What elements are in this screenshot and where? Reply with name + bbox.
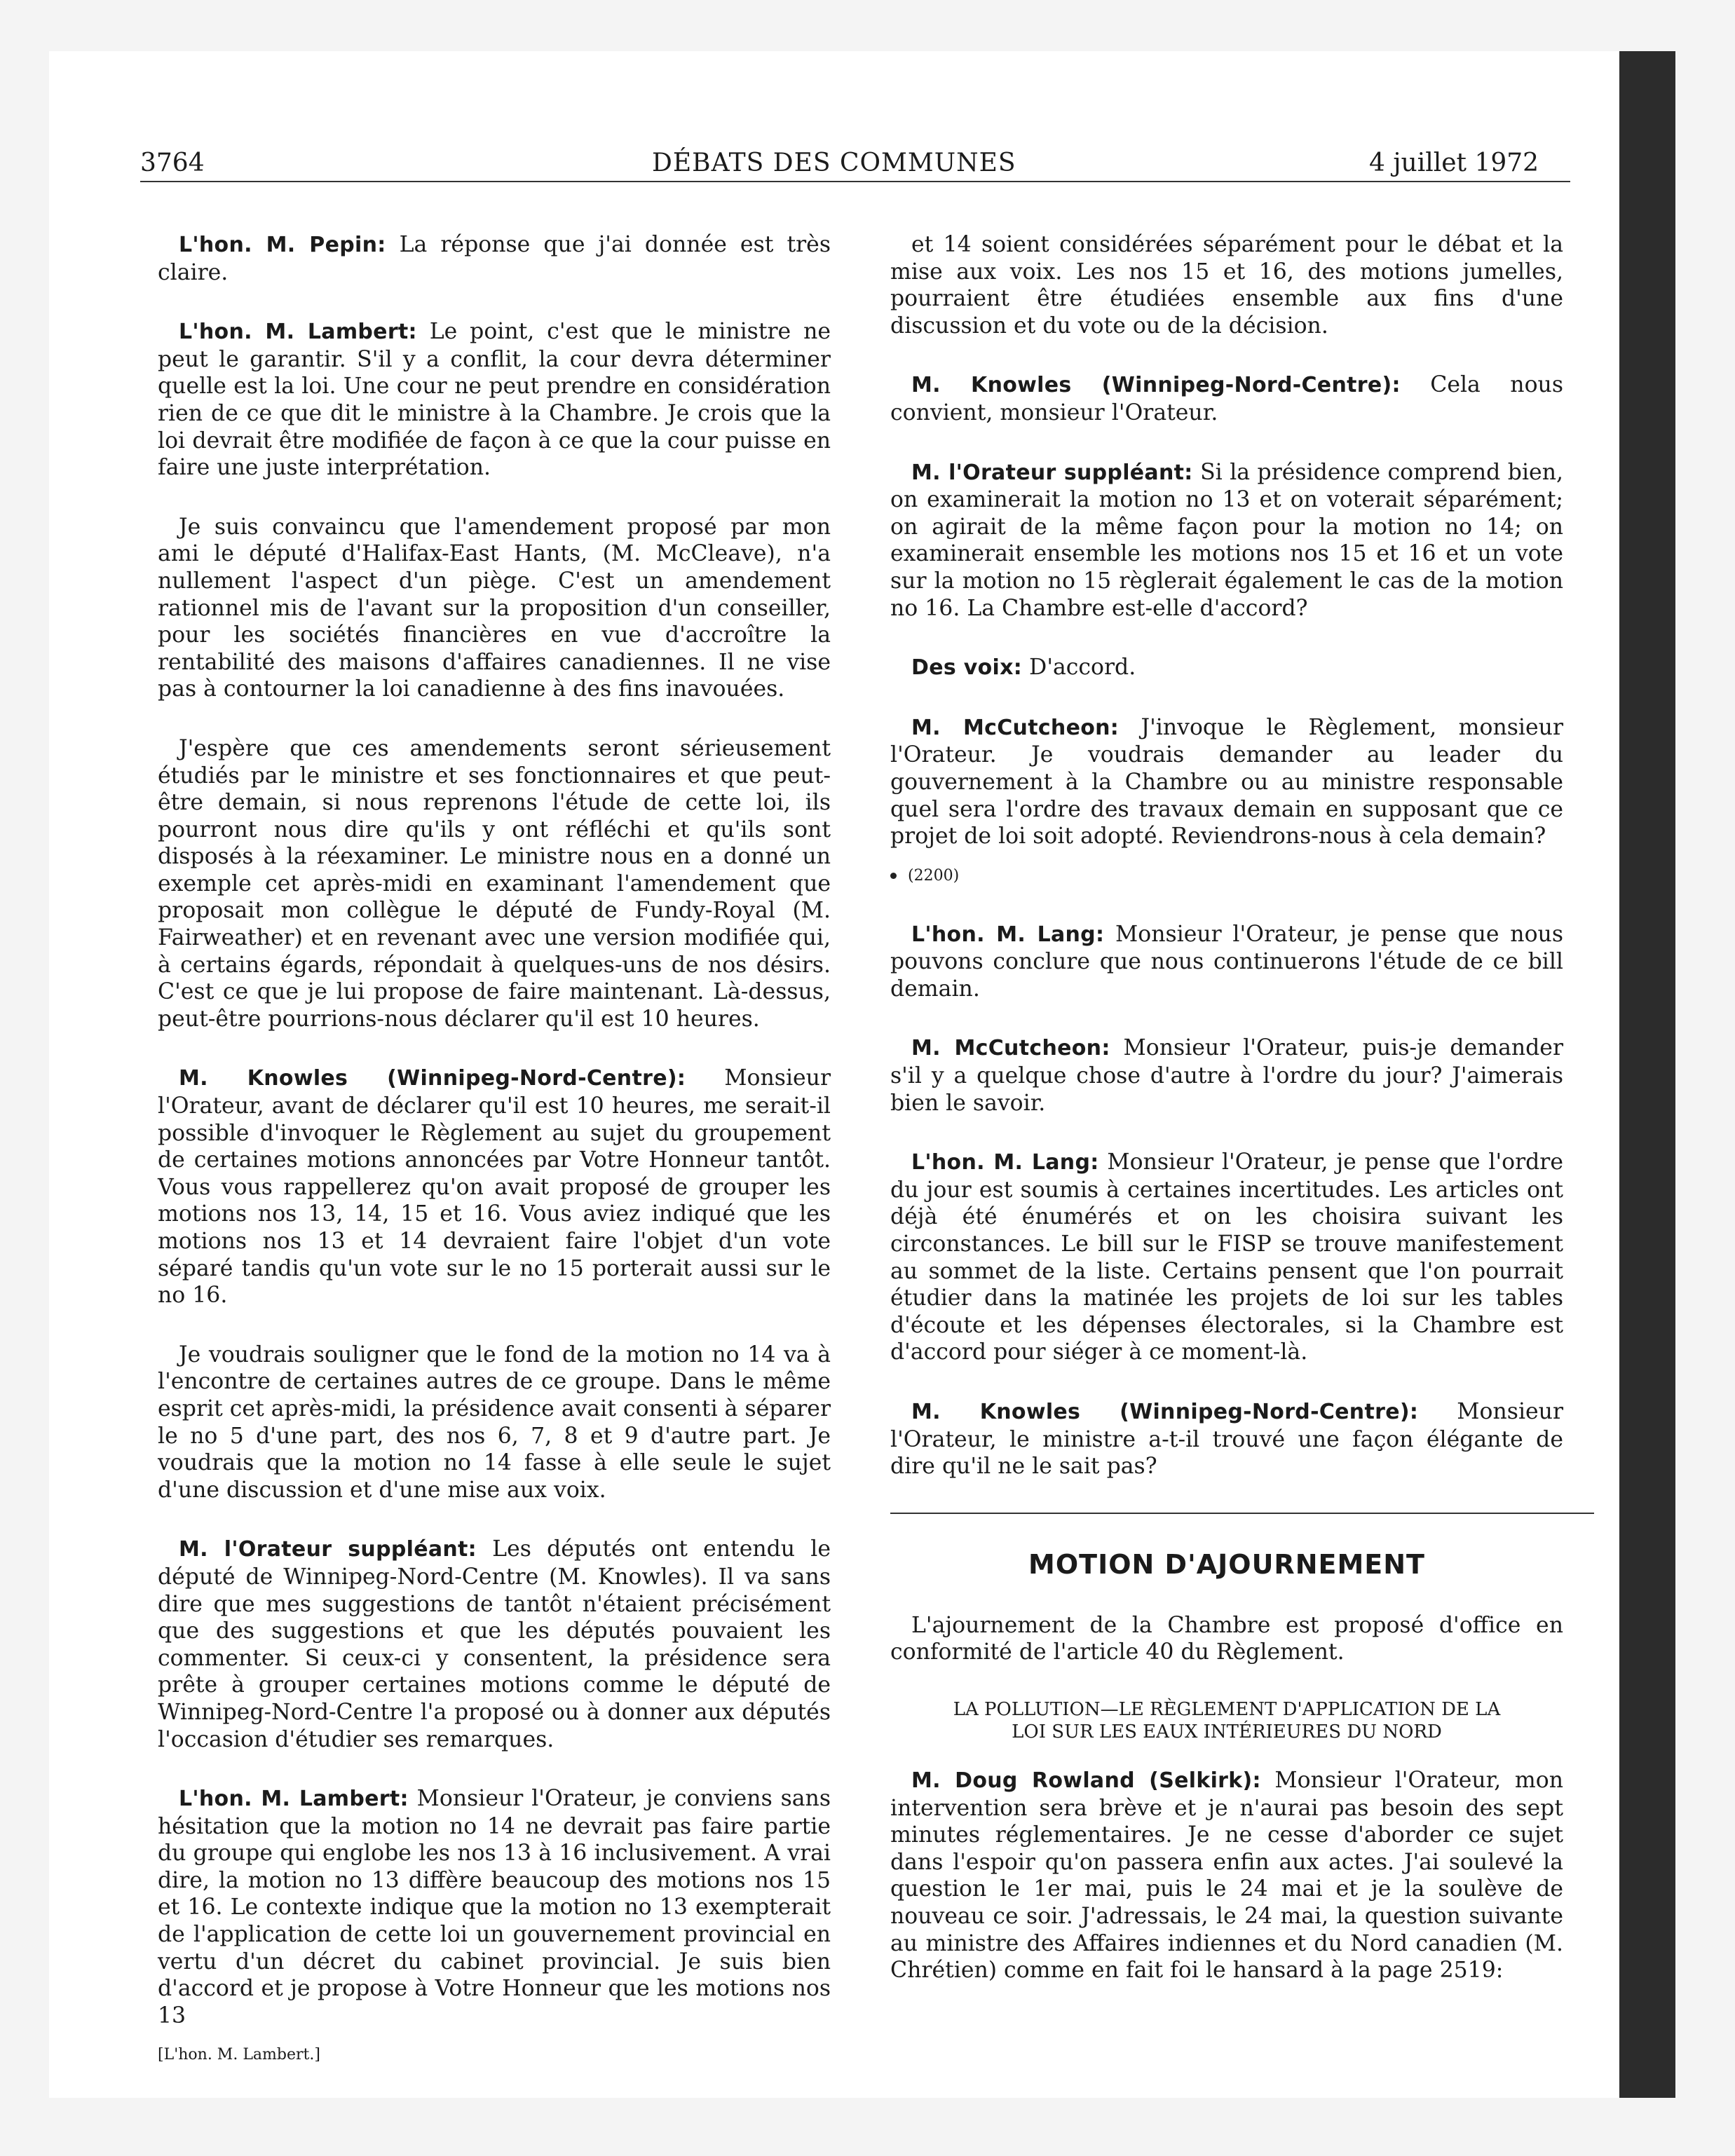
- paragraph-text: J'espère que ces amendements seront sérieusement étudiés par le ministre et ses fonctionnaires et que peut-être demain, si nous reprenons l'étude de cette loi, ils pourront nous dire qu'ils y ont réfléchi et qu'ils sont disposés à la réexaminer. Le ministre nous en a donné un exemple cet après-midi en examinant l'amendement que proposait mon collègue le député de Fundy-Royal (M. Fairweather) et en revenant avec une version modifiée qui, à certains égards, répondait à quelques-uns de nos désirs. C'est ce que je lui propose de faire maintenant. Là-dessus, peut-être pourrions-nous déclarer qu'il est 10 heures.: [158, 735, 831, 1032]
- speaker-name: M. Doug Rowland (Selkirk):: [911, 1768, 1261, 1793]
- paragraph: [890, 1035, 1563, 1117]
- bullet-icon: [890, 873, 897, 879]
- right-paragraphs-b: [890, 921, 1563, 1480]
- paragraph: [158, 1065, 831, 1309]
- paragraph: [890, 231, 1563, 339]
- paragraph-text: Monsieur l'Orateur, puis-je demander s'il y a quelque chose d'autre à l'ordre du jour? J'aimerais bien le savoir.: [890, 1035, 1564, 1116]
- speaker-name: M. Knowles (Winnipeg-Nord-Centre):: [911, 1400, 1419, 1424]
- paragraph: [890, 371, 1563, 426]
- paragraph: [158, 1536, 831, 1753]
- speaker-name: M. Knowles (Winnipeg-Nord-Centre):: [179, 1066, 686, 1091]
- paragraph-text: Je voudrais souligner que le fond de la motion no 14 va à l'encontre de certaines autres de ce groupe. Dans le même esprit cet après-midi, la présidence avait consenti à séparer le no 5 d'une part, des nos 6, 7, 8 et 9 d'autre part. Je voudrais que la motion no 14 fasse à elle seule le sujet d'une discussion et d'une mise aux voix.: [158, 1342, 831, 1503]
- paragraph-text: Je suis convaincu que l'amendement proposé par mon ami le député d'Halifax-East Hants, (M. McCleave), n'a nullement l'aspect d'un piège. C'est un amendement rationnel mis de l'avant sur la proposition d'un conseiller, pour les sociétés financières en vue d'accroître la rentabilité des maisons d'affaires canadiennes. Il ne vise pas à contourner la loi canadienne à des fins inavouées.: [158, 514, 831, 702]
- section-title: MOTION D'AJOURNEMENT: [1028, 1548, 1425, 1580]
- paragraph: [890, 654, 1563, 682]
- right-column: [890, 231, 1563, 2017]
- paragraph-text: et 14 soient considérées séparément pour le débat et la mise aux voix. Les nos 15 et 16, des motions jumelles, pourraient être étudiées ensemble aux fins d'une discussion et du vote ou de la décision.: [890, 232, 1563, 339]
- paragraph-text: Les députés ont entendu le député de Winnipeg-Nord-Centre (M. Knowles). Il va sans dire que mes suggestions de tantôt n'étaient précisément que des suggestions et que les députés pouvaient les commenter. Si ceux-ci y consentent, la présidence sera prête à grouper certaines motions comme le député de Winnipeg-Nord-Centre l'a proposé ou à donner aux députés l'occasion d'étudier ses remarques.: [158, 1536, 831, 1752]
- paragraph: [890, 714, 1563, 850]
- paragraph-text: J'invoque le Règlement, monsieur l'Orateur. Je voudrais demander au leader du gouvernement à la Chambre ou au ministre responsable quel sera l'ordre des travaux demain en supposant que ce projet de loi soit adopté. Reviendrons-nous à cela demain?: [890, 714, 1563, 850]
- paragraph: [890, 459, 1563, 622]
- page-title: DÉBATS DES COMMUNES: [652, 149, 1016, 177]
- speaker-name: L'hon. M. Pepin:: [179, 233, 386, 257]
- paragraph-text: Monsieur l'Orateur, le ministre a-t-il trouvé une façon élégante de dire qu'il ne le sait pas?: [890, 1399, 1564, 1480]
- speaker-name: M. Knowles (Winnipeg-Nord-Centre):: [911, 373, 1401, 398]
- paragraph-text: Monsieur l'Orateur, avant de déclarer qu'il est 10 heures, me serait-il possible d'invoquer le Règlement au sujet du groupement de certaines motions annoncées par Votre Honneur tantôt. Vous vous rappellerez qu'on avait proposé de grouper les motions nos 13, 14, 15 et 16. Vous aviez indiqué que les motions nos 13 et 14 devraient faire l'objet d'un vote séparé tandis qu'un vote sur le no 15 porterait aussi sur le no 16.: [158, 1065, 831, 1309]
- timestamp: [890, 867, 1563, 885]
- paragraph-text: D'accord.: [1022, 655, 1136, 681]
- speaker-name: L'hon. M. Lang:: [911, 922, 1105, 947]
- speaker-name: L'hon. M. Lambert:: [179, 320, 417, 345]
- paragraph-text: Monsieur l'Orateur, je pense que l'ordre du jour est soumis à certaines incertitudes. Les articles ont déjà été énumérés et on les choisira suivant les circonstances. Le bill sur le FISP se trouve manifestement au sommet de la liste. Certains pensent que l'on pourrait étudier dans la matinée les projets de loi sur les tables d'écoute et les dépenses électorales, si la Chambre est d'accord pour siéger à ce moment-là.: [890, 1149, 1563, 1365]
- continuation-note: [L'hon. M. Lambert.]: [158, 2046, 320, 2064]
- speaker-name: L'hon. M. Lambert:: [179, 1787, 409, 1812]
- paragraph: [890, 921, 1563, 1003]
- subhead-line-2: LOI SUR LES EAUX INTÉRIEURES DU NORD: [1012, 1721, 1442, 1742]
- paragraph-text: Le point, c'est que le ministre ne peut le garantir. S'il y a conflit, la cour devra déterminer quelle est la loi. Une cour ne peut prendre en considération rien de ce que dit le ministre à la Chambre. Je crois que la loi devrait être modifiée de façon à ce que la cour puisse en faire une juste interprétation.: [158, 319, 831, 481]
- paragraph: [158, 231, 831, 286]
- speaker-name: M. l'Orateur suppléant:: [179, 1537, 477, 1562]
- paragraph: [158, 318, 831, 482]
- speaker-name: Des voix:: [911, 655, 1023, 681]
- paragraph: [158, 514, 831, 703]
- section-rule: [890, 1513, 1594, 1514]
- speaker-name: L'hon. M. Lang:: [911, 1150, 1099, 1175]
- paragraph: [890, 1149, 1563, 1366]
- paragraph-text: Cela nous convient, monsieur l'Orateur.: [890, 372, 1563, 425]
- section-speech: [890, 1767, 1563, 1984]
- paragraph: [158, 1785, 831, 2029]
- subhead-line-1: LA POLLUTION—LE RÈGLEMENT D'APPLICATION DE LA: [953, 1698, 1501, 1720]
- speech-text: Monsieur l'Orateur, mon intervention sera brève et je n'aurai pas besoin des sept minutes réglementaires. Je ne cesse d'aborder ce sujet dans l'espoir qu'on passera enfin aux actes. J'ai soulevé la question le 1er mai, puis le 24 mai et je la soulève de nouveau ce soir. J'adressais, le 24 mai, la question suivante au ministre des Affaires indiennes et du Nord canadien (M. Chrétien) comme en fait foi le hansard à la page 2519:: [890, 1767, 1563, 1984]
- timestamp-text: (2200): [908, 866, 960, 885]
- paragraph-text: La réponse que j'ai donnée est très claire.: [158, 232, 831, 285]
- paragraph-text: Si la présidence comprend bien, on examinerait la motion no 13 et on voterait séparément; on agirait de la même façon pour la motion no 14; on examinerait ensemble les motions nos 15 et 16 et un vote sur la motion no 15 règlerait également le cas de la motion no 16. La Chambre est-elle d'accord?: [890, 459, 1563, 621]
- scan-edge-shadow: [1619, 51, 1675, 2098]
- header-rule: [140, 181, 1570, 182]
- section-subhead: [890, 1698, 1563, 1743]
- page-date: 4 juillet 1972: [1369, 149, 1539, 177]
- left-column: [158, 231, 831, 2063]
- paragraph: [158, 1342, 831, 1504]
- paragraph-text: Monsieur l'Orateur, je pense que nous pouvons conclure que nous continuerons l'étude de ce bill demain.: [890, 921, 1563, 1002]
- left-paragraphs: [158, 231, 831, 2029]
- paragraph-text: Monsieur l'Orateur, je conviens sans hésitation que la motion no 14 ne devrait pas faire partie du groupe qui englobe les nos 13 à 16 inclusivement. A vrai dire, la motion no 13 diffère beaucoup des motions nos 15 et 16. Le contexte indique que la motion no 13 exempterait de l'application de cette loi un gouvernement provincial en vertu d'un décret du cabinet provincial. Je suis bien d'accord et je propose à Votre Honneur que les motions nos 13: [158, 1786, 831, 2028]
- right-paragraphs-a: [890, 231, 1563, 850]
- page-number: 3764: [140, 149, 205, 177]
- speaker-name: M. McCutcheon:: [911, 715, 1120, 740]
- speaker-name: M. l'Orateur suppléant:: [911, 460, 1193, 485]
- paragraph: [158, 735, 831, 1033]
- paragraph: [890, 1398, 1563, 1480]
- speaker-name: M. McCutcheon:: [911, 1036, 1110, 1061]
- section-intro: L'ajournement de la Chambre est proposé d'office en conformité de l'article 40 du Règlement.: [890, 1612, 1563, 1665]
